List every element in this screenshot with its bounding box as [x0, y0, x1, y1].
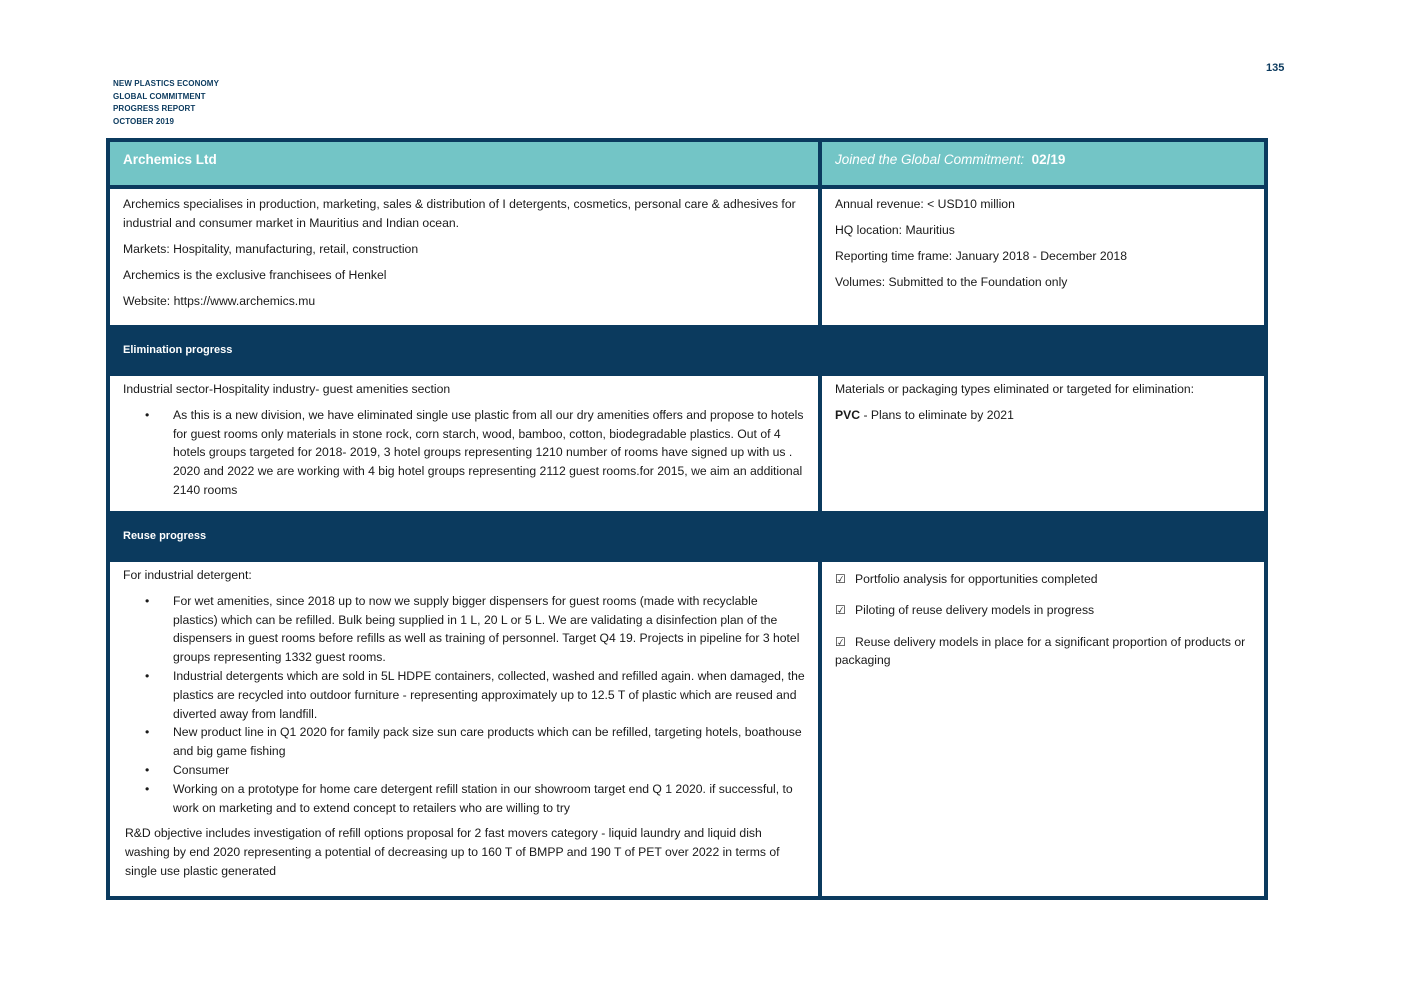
list-item: • New product line in Q1 2020 for family pack size sun care products which can be refilled, targeting hotels, boathouse and big game fishing — [173, 723, 805, 761]
report-header-line: NEW PLASTICS ECONOMY — [113, 79, 220, 88]
ballot-box-with-check-icon: ☑ — [835, 572, 846, 586]
material-plan-text: - Plans to eliminate by 2021 — [860, 408, 1014, 423]
website-text: Website: https://www.archemics.mu — [123, 294, 316, 309]
ballot-box-with-check-icon: ☑ — [835, 634, 846, 649]
elimination-row — [108, 374, 1266, 513]
annual-revenue: Annual revenue: < USD10 million — [835, 197, 1015, 211]
list-item: • Consumer — [173, 761, 805, 780]
ballot-box-with-check-icon: ☑ — [835, 603, 846, 618]
elimination-section-header — [108, 327, 1266, 374]
material-plan — [835, 406, 1251, 425]
elimination-materials — [820, 374, 1266, 513]
checklist-item — [835, 633, 1251, 671]
reuse-checklist — [820, 560, 1266, 898]
title-row — [108, 140, 1266, 187]
report-header — [113, 78, 219, 128]
list-item: • For wet amenities, since 2018 up to now we supply bigger dispensers for guest rooms (made with recyclable plastics) which can be refilled. Bulk being supplied in 1 L, 20 L or 5 L. We are validating a disinfection plan of the dispensers in guest rooms before refills as well as training of personnel. Target Q4 19. Projects in pipeline for 3 hotel groups representing 1332 guest rooms. — [173, 592, 805, 667]
checklist-label: Portfolio analysis for opportunities completed — [855, 572, 1098, 586]
company-facts — [820, 187, 1266, 327]
checklist-label: Reuse delivery models in place for a significant proportion of products or packaging — [835, 634, 1246, 668]
elimination-heading: Elimination progress — [108, 327, 1266, 374]
joined-commitment — [820, 140, 1266, 187]
reuse-details — [108, 560, 820, 898]
rd-objective-note: R&D objective includes investigation of refill options proposal for 2 fast movers category - liquid laundry and liquid dish washing by end 2020 representing a potential of decreasing up to 160 T of BMPP and 190 T of PET over 2022 in terms of single use plastic generated — [125, 826, 780, 878]
report-header-line: OCTOBER 2019 — [113, 116, 175, 126]
reporting-time-frame: Reporting time frame: January 2018 - December 2018 — [835, 249, 1127, 264]
list-item: • Working on a prototype for home care detergent refill station in our showroom target end Q 1 2020. if successful, to work on marketing and to extend concept to retailers who are willing to try — [173, 780, 805, 818]
markets-text: Markets: Hospitality, manufacturing, retail, construction — [123, 241, 419, 256]
list-item: • As this is a new division, we have eliminated single use plastic from all our dry amenities offers and propose to hotels for guest rooms only materials in stone rock, corn starch, wood, bamboo, cotton, biodegradable plastics. Out of 4 hotels groups targeted for 2018- 2019, 3 hotel groups representing 1210 number of rooms have signed up with us . 2020 and 2022 we are working with 4 big hotel groups representing 2112 guest rooms.for 2015, we aim an additional 2140 rooms — [173, 406, 805, 500]
joined-date: 02/19 — [1031, 152, 1066, 167]
franchise-text: Archemics is the exclusive franchisees of Henkel — [123, 267, 387, 282]
checklist-item — [835, 601, 1251, 620]
company-profile-table — [106, 138, 1268, 900]
reuse-heading: Reuse progress — [108, 513, 1266, 560]
elimination-details — [108, 374, 820, 513]
joined-label: Joined the Global Commitment: — [835, 152, 1025, 167]
hq-location: HQ location: Mauritius — [835, 223, 955, 238]
material-name: PVC — [835, 408, 861, 423]
reuse-section-header — [108, 513, 1266, 560]
elimination-intro: Industrial sector-Hospitality industry- guest amenities section — [123, 382, 451, 396]
elimination-bullets — [123, 406, 805, 500]
report-header-line: GLOBAL COMMITMENT — [113, 91, 206, 101]
info-row — [108, 187, 1266, 327]
checklist-item — [835, 570, 1251, 589]
reuse-intro: For industrial detergent: — [123, 568, 252, 582]
company-name: Archemics Ltd — [108, 140, 820, 187]
list-item: • Industrial detergents which are sold in 5L HDPE containers, collected, washed and refilled again. when damaged, the plastics are recycled into outdoor furniture - representing approximately up to 12.5 T of plastic which are reused and diverted away from landfill. — [173, 667, 805, 723]
company-description — [108, 187, 820, 327]
report-header-line: PROGRESS REPORT — [113, 104, 196, 113]
checklist-label: Piloting of reuse delivery models in progress — [855, 603, 1095, 618]
materials-label: Materials or packaging types eliminated or targeted for elimination: — [835, 382, 1195, 396]
description-text: Archemics specialises in production, marketing, sales & distribution of I detergents, cosmetics, personal care & adhesives for industrial and consumer market in Mauritius and Indian ocean. — [123, 197, 796, 230]
reuse-bullets — [123, 592, 805, 818]
reuse-row — [108, 560, 1266, 898]
volumes: Volumes: Submitted to the Foundation only — [835, 275, 1068, 290]
page-number: 135 — [1266, 62, 1285, 74]
